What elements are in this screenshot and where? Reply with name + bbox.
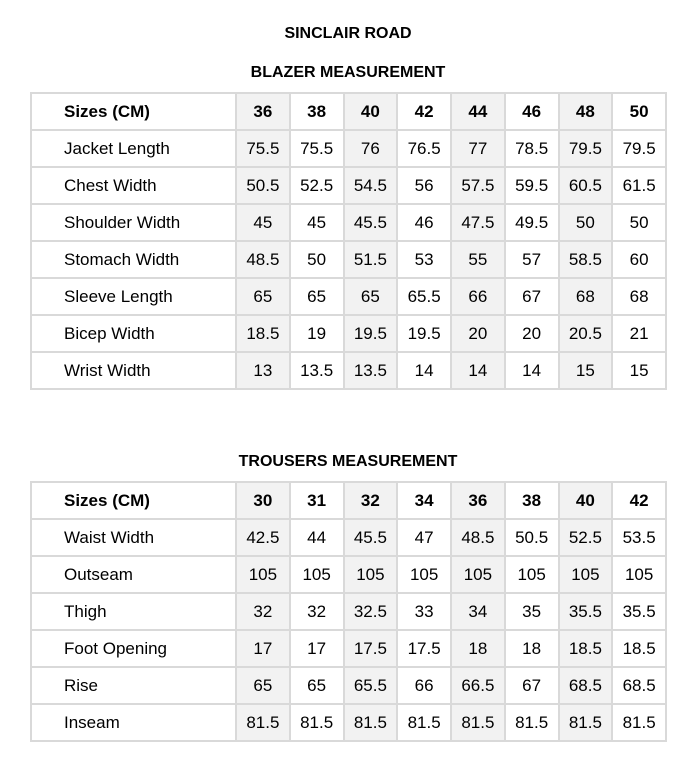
measurement-value: 15 <box>612 352 666 389</box>
measurement-value: 65 <box>290 278 344 315</box>
size-header: 36 <box>451 482 505 519</box>
measurement-label: Outseam <box>31 556 236 593</box>
measurement-value: 57 <box>505 241 559 278</box>
measurement-label: Inseam <box>31 704 236 741</box>
measurement-value: 47.5 <box>451 204 505 241</box>
measurement-value: 105 <box>451 556 505 593</box>
measurement-value: 66 <box>451 278 505 315</box>
size-header: 46 <box>505 93 559 130</box>
measurement-value: 65 <box>290 667 344 704</box>
measurement-value: 53 <box>397 241 451 278</box>
measurement-label: Shoulder Width <box>31 204 236 241</box>
measurement-value: 75.5 <box>290 130 344 167</box>
measurement-value: 76.5 <box>397 130 451 167</box>
measurement-value: 67 <box>505 278 559 315</box>
measurement-value: 105 <box>290 556 344 593</box>
size-header: 38 <box>505 482 559 519</box>
measurement-value: 61.5 <box>612 167 666 204</box>
measurement-value: 14 <box>505 352 559 389</box>
measurement-value: 105 <box>236 556 290 593</box>
table-row <box>31 556 666 593</box>
measurement-value: 50 <box>559 204 613 241</box>
measurement-value: 50.5 <box>236 167 290 204</box>
measurement-value: 19.5 <box>397 315 451 352</box>
header-row <box>31 93 666 130</box>
measurement-value: 66.5 <box>451 667 505 704</box>
measurement-value: 65 <box>236 667 290 704</box>
measurement-value: 81.5 <box>344 704 398 741</box>
measurement-value: 66 <box>397 667 451 704</box>
measurement-value: 13.5 <box>344 352 398 389</box>
measurement-label: Sleeve Length <box>31 278 236 315</box>
blazer-size-table <box>30 92 667 390</box>
measurement-value: 75.5 <box>236 130 290 167</box>
table-row <box>31 130 666 167</box>
measurement-value: 18 <box>505 630 559 667</box>
measurement-value: 45 <box>236 204 290 241</box>
measurement-value: 47 <box>397 519 451 556</box>
measurement-value: 67 <box>505 667 559 704</box>
measurement-value: 21 <box>612 315 666 352</box>
measurement-value: 18 <box>451 630 505 667</box>
table-row <box>31 167 666 204</box>
measurement-value: 52.5 <box>290 167 344 204</box>
measurement-value: 65.5 <box>344 667 398 704</box>
measurement-value: 13.5 <box>290 352 344 389</box>
header-row <box>31 482 666 519</box>
measurement-label: Bicep Width <box>31 315 236 352</box>
measurement-value: 19 <box>290 315 344 352</box>
size-header: 48 <box>559 93 613 130</box>
measurement-value: 78.5 <box>505 130 559 167</box>
measurement-value: 14 <box>397 352 451 389</box>
measurement-value: 17 <box>236 630 290 667</box>
measurement-value: 68 <box>559 278 613 315</box>
measurement-value: 81.5 <box>236 704 290 741</box>
measurement-value: 45 <box>290 204 344 241</box>
measurement-value: 105 <box>559 556 613 593</box>
measurement-value: 45.5 <box>344 204 398 241</box>
table-row <box>31 241 666 278</box>
size-header: 31 <box>290 482 344 519</box>
measurement-value: 65 <box>344 278 398 315</box>
measurement-value: 105 <box>612 556 666 593</box>
size-header: 34 <box>397 482 451 519</box>
measurement-label: Wrist Width <box>31 352 236 389</box>
measurement-value: 57.5 <box>451 167 505 204</box>
measurement-value: 13 <box>236 352 290 389</box>
measurement-value: 45.5 <box>344 519 398 556</box>
measurement-value: 81.5 <box>290 704 344 741</box>
measurement-value: 59.5 <box>505 167 559 204</box>
measurement-value: 52.5 <box>559 519 613 556</box>
blazer-section-title: BLAZER MEASUREMENT <box>250 64 446 81</box>
size-header: 30 <box>236 482 290 519</box>
size-header: 44 <box>451 93 505 130</box>
measurement-value: 17.5 <box>397 630 451 667</box>
measurement-value: 81.5 <box>397 704 451 741</box>
table-row <box>31 204 666 241</box>
measurement-value: 54.5 <box>344 167 398 204</box>
measurement-label: Stomach Width <box>31 241 236 278</box>
size-header: 40 <box>559 482 613 519</box>
table-row <box>31 667 666 704</box>
measurement-value: 65 <box>236 278 290 315</box>
measurement-value: 46 <box>397 204 451 241</box>
measurement-value: 77 <box>451 130 505 167</box>
measurement-label: Foot Opening <box>31 630 236 667</box>
measurement-value: 20 <box>505 315 559 352</box>
measurement-value: 81.5 <box>505 704 559 741</box>
measurement-value: 32.5 <box>344 593 398 630</box>
measurement-value: 105 <box>397 556 451 593</box>
measurement-label: Rise <box>31 667 236 704</box>
table-row <box>31 630 666 667</box>
measurement-value: 68.5 <box>559 667 613 704</box>
brand-title: SINCLAIR ROAD <box>284 25 412 42</box>
measurement-value: 55 <box>451 241 505 278</box>
table-row <box>31 315 666 352</box>
measurement-value: 32 <box>290 593 344 630</box>
table-row <box>31 593 666 630</box>
measurement-label: Chest Width <box>31 167 236 204</box>
sizes-header-label: Sizes (CM) <box>31 93 236 130</box>
measurement-value: 35.5 <box>612 593 666 630</box>
measurement-label: Jacket Length <box>31 130 236 167</box>
measurement-value: 81.5 <box>451 704 505 741</box>
measurement-value: 79.5 <box>612 130 666 167</box>
measurement-value: 20.5 <box>559 315 613 352</box>
measurement-value: 19.5 <box>344 315 398 352</box>
measurement-value: 50 <box>290 241 344 278</box>
measurement-value: 44 <box>290 519 344 556</box>
measurement-value: 49.5 <box>505 204 559 241</box>
measurement-value: 60 <box>612 241 666 278</box>
measurement-value: 60.5 <box>559 167 613 204</box>
measurement-value: 15 <box>559 352 613 389</box>
measurement-value: 32 <box>236 593 290 630</box>
measurement-value: 50 <box>612 204 666 241</box>
measurement-value: 58.5 <box>559 241 613 278</box>
measurement-value: 53.5 <box>612 519 666 556</box>
table-row <box>31 519 666 556</box>
size-header: 42 <box>612 482 666 519</box>
size-header: 32 <box>344 482 398 519</box>
measurement-value: 18.5 <box>236 315 290 352</box>
trousers-size-table <box>30 481 667 742</box>
measurement-value: 18.5 <box>559 630 613 667</box>
measurement-value: 51.5 <box>344 241 398 278</box>
measurement-value: 68.5 <box>612 667 666 704</box>
measurement-value: 20 <box>451 315 505 352</box>
measurement-value: 105 <box>344 556 398 593</box>
size-header: 40 <box>344 93 398 130</box>
measurement-value: 17.5 <box>344 630 398 667</box>
table-row <box>31 352 666 389</box>
size-header: 50 <box>612 93 666 130</box>
table-row <box>31 278 666 315</box>
measurement-value: 18.5 <box>612 630 666 667</box>
measurement-value: 79.5 <box>559 130 613 167</box>
size-header: 36 <box>236 93 290 130</box>
size-header: 38 <box>290 93 344 130</box>
measurement-value: 34 <box>451 593 505 630</box>
measurement-value: 105 <box>505 556 559 593</box>
measurement-value: 76 <box>344 130 398 167</box>
measurement-value: 35 <box>505 593 559 630</box>
measurement-value: 65.5 <box>397 278 451 315</box>
measurement-value: 17 <box>290 630 344 667</box>
measurement-value: 68 <box>612 278 666 315</box>
measurement-value: 14 <box>451 352 505 389</box>
measurement-value: 56 <box>397 167 451 204</box>
measurement-value: 81.5 <box>612 704 666 741</box>
measurement-label: Thigh <box>31 593 236 630</box>
measurement-value: 35.5 <box>559 593 613 630</box>
table-row <box>31 704 666 741</box>
measurement-label: Waist Width <box>31 519 236 556</box>
measurement-value: 48.5 <box>236 241 290 278</box>
measurement-value: 50.5 <box>505 519 559 556</box>
measurement-value: 33 <box>397 593 451 630</box>
trousers-section-title: TROUSERS MEASUREMENT <box>238 453 458 470</box>
measurement-value: 81.5 <box>559 704 613 741</box>
measurement-value: 42.5 <box>236 519 290 556</box>
sizes-header-label: Sizes (CM) <box>31 482 236 519</box>
measurement-value: 48.5 <box>451 519 505 556</box>
size-header: 42 <box>397 93 451 130</box>
